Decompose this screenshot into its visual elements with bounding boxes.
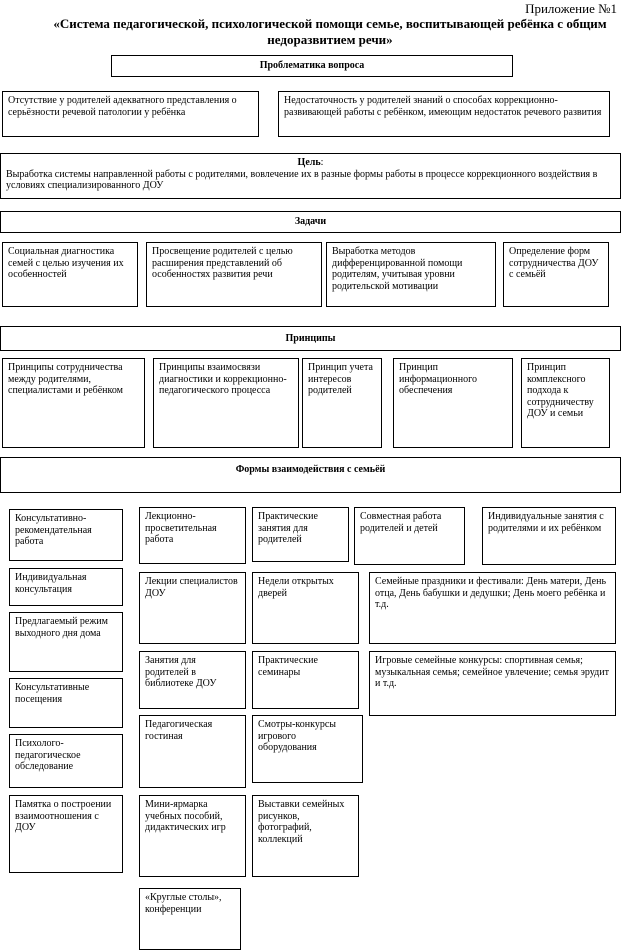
principle-item: Принцип информационного обеспечения bbox=[393, 358, 513, 448]
principle-item: Принципы сотрудничества между родителями, специалистами и ребёнком bbox=[2, 358, 145, 448]
task-item: Определение форм сотрудничества ДОУ с семьёй bbox=[503, 242, 609, 307]
goal-box bbox=[0, 153, 621, 199]
form-holidays: Семейные праздники и фестивали: День матери, День отца, День бабушки и дедушки; День моего ребёнка и т.д. bbox=[369, 572, 616, 644]
form-item: Выставки семейных рисунков, фотографий, коллекций bbox=[252, 795, 359, 877]
form-individual: Индивидуальные занятия с родителями и их ребёнком bbox=[482, 507, 616, 565]
form-item: Недели открытых дверей bbox=[252, 572, 359, 644]
form-item: Индивидуальная консультация bbox=[9, 568, 123, 606]
appendix-label: Приложение №1 bbox=[525, 1, 617, 16]
goal-heading: Цель bbox=[297, 157, 321, 168]
form-item: Психолого-педагогическое обследование bbox=[9, 734, 123, 788]
form-item: Памятка о построении взаимоотношения с ДОУ bbox=[9, 795, 123, 873]
task-item: Социальная диагностика семей с целью изучения их особенностей bbox=[2, 242, 138, 307]
goal-text: Выработка системы направленной работы с родителями, вовлечение их в разные формы работы в процессе коррекционного воздействия в условиях специализированного ДОУ bbox=[6, 168, 598, 191]
principle-item: Принцип комплексного подхода к сотрудничеству ДОУ и семьи bbox=[521, 358, 610, 448]
tasks-heading: Задачи bbox=[0, 211, 621, 233]
form-contests: Игровые семейные конкурсы: спортивная семья; музыкальная семья; семейное увлечение; семья эрудит и т.д. bbox=[369, 651, 616, 716]
form-item: «Круглые столы», конференции bbox=[139, 888, 241, 950]
principles-heading: Принципы bbox=[0, 326, 621, 351]
form-item: Занятия для родителей в библиотеке ДОУ bbox=[139, 651, 246, 709]
form-item: Смотры-конкурсы игрового оборудования bbox=[252, 715, 363, 783]
form-item: Лекции специалистов ДОУ bbox=[139, 572, 246, 644]
problem-heading: Проблематика вопроса bbox=[111, 55, 513, 77]
goal-colon: : bbox=[320, 157, 324, 168]
goal-heading-row bbox=[6, 157, 615, 169]
principle-item: Принципы взаимосвязи диагностики и коррекционно-педагогического процесса bbox=[153, 358, 299, 448]
form-joint: Совместная работа родителей и детей bbox=[354, 507, 465, 565]
problem-right: Недостаточность у родителей знаний о способах коррекционно-развивающей работы с ребёнком, имеющим недостаток речевого развития bbox=[278, 91, 610, 137]
form-item: Предлагаемый режим выходного дня дома bbox=[9, 612, 123, 672]
form-item: Практические занятия для родителей bbox=[252, 507, 349, 562]
task-item: Просвещение родителей с целью расширения представлений об особенностях развития речи bbox=[146, 242, 322, 307]
task-item: Выработка методов дифференцированной помощи родителям, учитывая уровни родительской мотивации bbox=[326, 242, 496, 307]
form-item: Педагогическая гостиная bbox=[139, 715, 246, 788]
problem-left: Отсутствие у родителей адекватного представления о серьёзности речевой патологии у ребёнка bbox=[2, 91, 259, 137]
form-item: Консультативно-рекомендательная работа bbox=[9, 509, 123, 561]
forms-heading: Формы взаимодействия с семьёй bbox=[0, 457, 621, 493]
form-item: Консультативные посещения bbox=[9, 678, 123, 728]
page-title: «Система педагогической, психологической помощи семье, воспитывающей ребёнка с общим недоразвитием речи» bbox=[53, 16, 607, 47]
form-item: Практические семинары bbox=[252, 651, 359, 709]
form-item: Лекционно-просветительная работа bbox=[139, 507, 246, 564]
principle-item: Принцип учета интересов родителей bbox=[302, 358, 382, 448]
form-item: Мини-ярмарка учебных пособий, дидактических игр bbox=[139, 795, 246, 877]
